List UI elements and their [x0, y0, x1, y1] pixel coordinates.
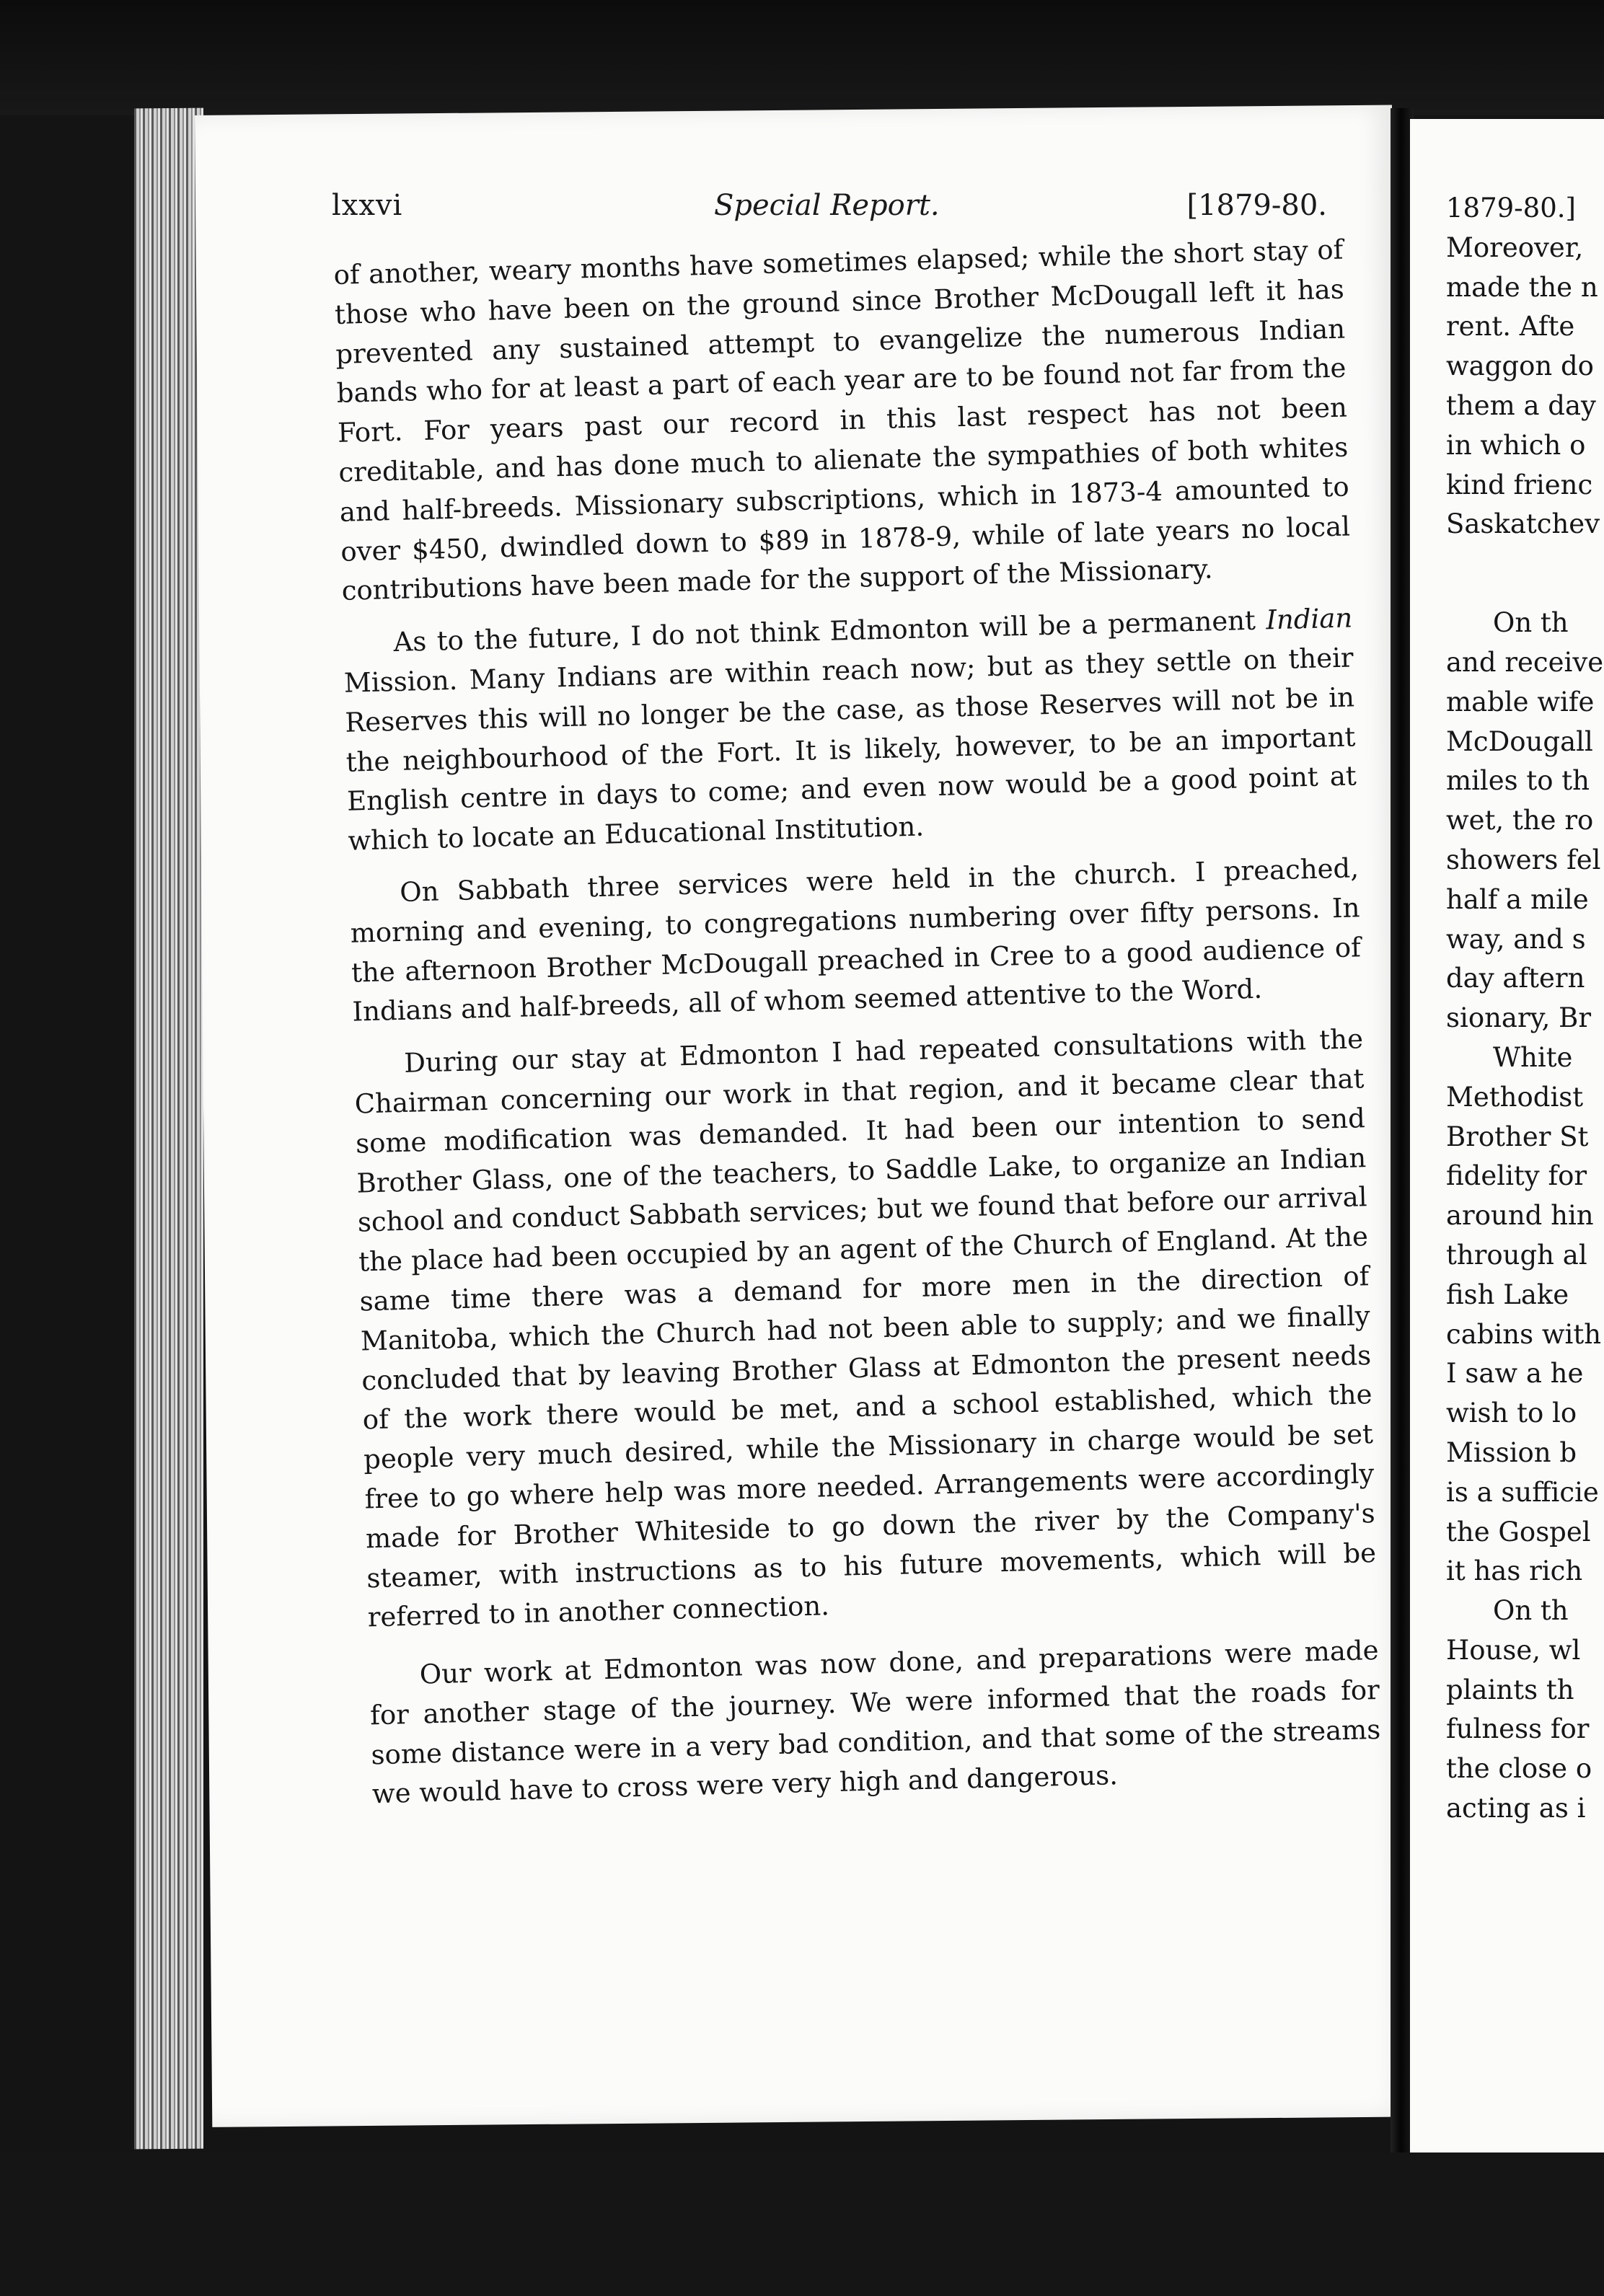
text-line: Methodist — [1446, 1081, 1584, 1113]
text-line: Moreover, — [1446, 231, 1584, 263]
text-line: White — [1493, 1041, 1573, 1073]
text-line: it has rich — [1446, 1555, 1583, 1587]
text-line: I saw a he — [1446, 1358, 1584, 1390]
text-line: sionary, Br — [1446, 1002, 1592, 1034]
text-run: As to the future, I do not think Edmonton will be a permanent — [393, 604, 1266, 658]
running-title: Special Report. — [714, 189, 940, 222]
paragraph: Our work at Edmonton was now done, and preparations were made for another stage of the journey. We were informed that the roads for some distance were in a very bad condition, and that some of the streams we would have to cross were very high and dangerous. — [369, 1635, 1381, 1810]
header-year: [1879-80. — [1186, 189, 1327, 222]
text-line: half a mile — [1446, 883, 1589, 915]
book-page-edges — [134, 108, 203, 2150]
text-line: fulness for — [1446, 1713, 1590, 1745]
text-line: Saskatchev — [1446, 508, 1600, 540]
right-page-lines — [1446, 229, 1604, 1829]
text-line: showers fel — [1446, 844, 1601, 875]
left-page-header — [332, 189, 1327, 239]
text-line: through al — [1446, 1239, 1587, 1271]
text-line: Mission b — [1446, 1436, 1577, 1468]
text-line: House, wl — [1446, 1634, 1581, 1666]
text-line: Brother St — [1446, 1121, 1589, 1152]
paragraph: of another, weary months have sometimes elapsed; while the short stay of those who have been on the ground since Brother McDougall left it has prevented any sustained attempt to evangelize the numerous Indian bands who for at least a part of each year are to be found not far from the Fort. For years past our record in this last respect has not been creditable, and has done much to alienate the sympathies of both whites and half-breeds. Missionary subscriptions, which in 1873-4 amounted to over $450, dwindled down to $89 in 1878-9, while of late years no local contributions have been made for the support of the Missionary. — [333, 234, 1351, 607]
text-line: On th — [1493, 607, 1569, 639]
text-line: around hin — [1446, 1200, 1594, 1232]
text-line: is a sufficie — [1446, 1476, 1599, 1508]
text-line: rent. Afte — [1446, 311, 1575, 343]
italic-text: Indian — [1265, 602, 1353, 636]
scan-border-top — [0, 0, 1604, 115]
text-line: the close o — [1446, 1753, 1592, 1785]
page-number: lxxvi — [332, 189, 403, 222]
text-line — [1446, 544, 1604, 604]
text-run: Mission. Many Indians are within reach now; but as they settle on their Reserves this will no longer be the case, as those Reserves will not be in the neighbourhood of the Fort. It is likely, however, to be an important English centre in days to come; and even now would be a good point at which to locate an Educational Institution. — [343, 642, 1357, 857]
text-line: acting as i — [1446, 1793, 1586, 1824]
right-page-body — [1446, 189, 1604, 1829]
right-page-header: 1879-80.] — [1446, 193, 1576, 224]
paragraph: On Sabbath three services were held in the church. I preached, morning and evening, to congregations numbering over fifty persons. In the afternoon Brother McDougall preached in Cree to a good audience of Indians and half-breeds, all of whom seemed attentive to the Word. — [350, 852, 1362, 1028]
text-line: day aftern — [1446, 963, 1585, 994]
text-line: fidelity for — [1446, 1160, 1587, 1192]
text-line: waggon do — [1446, 350, 1594, 382]
text-line: made the n — [1446, 271, 1598, 303]
left-page-body — [333, 231, 1382, 1815]
text-line: in which o — [1446, 429, 1586, 461]
paragraph — [343, 599, 1358, 862]
text-line: wish to lo — [1446, 1398, 1577, 1429]
text-line: On th — [1493, 1595, 1569, 1627]
text-line: and receive — [1446, 646, 1604, 678]
text-line: McDougall — [1446, 725, 1593, 757]
text-line: the Gospel — [1446, 1516, 1591, 1547]
text-line: kind frienc — [1446, 469, 1593, 500]
text-line: miles to th — [1446, 765, 1590, 797]
text-line: cabins with — [1446, 1318, 1602, 1350]
text-line: way, and s — [1446, 923, 1586, 955]
text-line: fish Lake — [1446, 1279, 1569, 1310]
text-line: plaints th — [1446, 1674, 1574, 1705]
scan-border-bottom — [0, 2152, 1604, 2296]
text-line: them a day — [1446, 389, 1596, 421]
paragraph: During our stay at Edmonton I had repeated consultations with the Chairman concerning our work in that region, and it became clear that some modification was demanded. It had been our intention to send Brother Glass, one of the teachers, to Saddle Lake, to organize an Indian school and conduct Sabbath services; but we found that before our arrival the place had been occupied by an agent of the Church of England. At the same time there was a demand for more men in the direction of Manitoba, which the Church had not been able to supply; and we finally concluded that by leaving Brother Glass at Edmonton the present needs of the work there would be met, and a school established, which the people very much desired, while the Missionary in charge would be set free to go where help was more needed. Arrangements were accordingly made for Brother Whiteside to go down the river by the Company's steamer, with instructions as to his future movements, which will be referred to in another connection. — [354, 1023, 1377, 1633]
text-line: mable wife — [1446, 686, 1595, 718]
text-line: wet, the ro — [1446, 805, 1594, 836]
